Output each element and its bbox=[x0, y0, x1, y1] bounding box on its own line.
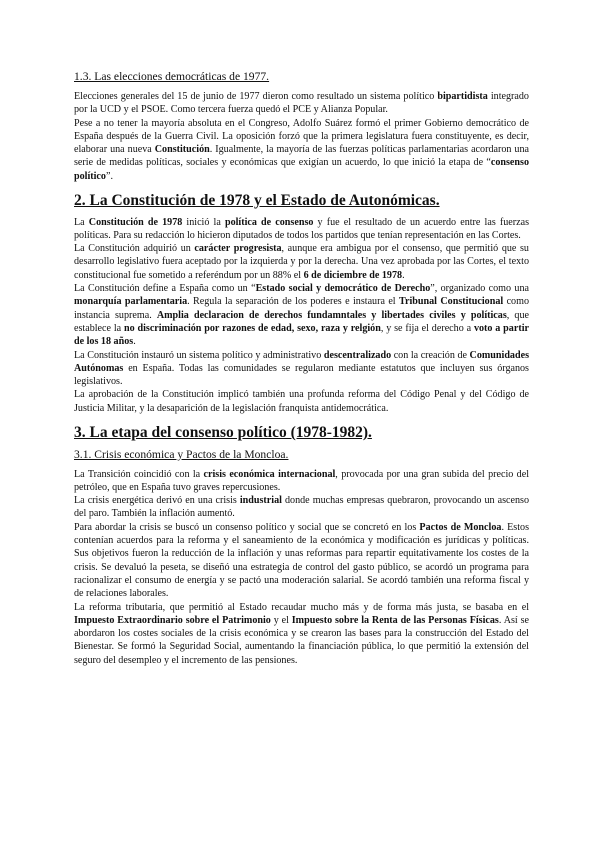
paragraph: La reforma tributaria, que permitió al Estado recaudar mucho más y de forma más justa, se basaba en el Impuesto Extraordinario sobre el Patrimonio y el Impuesto sobre la Renta de las Personas Físicas. Así se abordaron los costes sociales de la crisis económica y se crearon las bases para la construcción del Estado del Bienestar. Se formó la Seguridad Social, aumentando la financiación pública, lo que permitió la extensión del seguro del desempleo y el incremento de las pensiones. bbox=[74, 601, 529, 666]
section-2-heading: 2. La Constitución de 1978 y el Estado de Autonómicas. bbox=[74, 191, 440, 209]
paragraph: La Transición coincidió con la crisis económica internacional, provocada por una gran subida del precio del petróleo, que en España tuvo graves repercusiones. bbox=[74, 468, 529, 493]
section-3-1-heading: 3.1. Crisis económica y Pactos de la Moncloa. bbox=[74, 447, 289, 461]
paragraph: La Constitución de 1978 inició la política de consenso y fue el resultado de un acuerdo entre las fuerzas políticas. Para su redacción lo hicieron diputados de todos los partidos que tenían representación en las Cortes. bbox=[74, 216, 530, 241]
paragraph: Elecciones generales del 15 de junio de 1977 dieron como resultado un sistema político bipartidista integrado por la UCD y el PSOE. Como tercera fuerza quedó el PCE y Alianza Popular. bbox=[74, 90, 529, 116]
paragraph: La aprobación de la Constitución implicó también una profunda reforma del Código Penal y del Código de Justicia Militar, y la desaparición de la legislación franquista antidemocrática. bbox=[74, 389, 529, 414]
paragraph: La Constitución adquirió un carácter progresista, aunque era ambigua por el consenso, que permitió que su desarrollo legislativo fuera aceptado por la izquierda y por la derecha. Una vez aprobada por las Cortes, el texto constitucional fue sometido a referéndum por un 88% el 6 de diciembre de 1978. bbox=[74, 243, 529, 281]
section-1-3-heading: 1.3. Las elecciones democráticas de 1977. bbox=[74, 70, 270, 83]
section-3-heading: 3. La etapa del consenso político (1978-1982). bbox=[74, 424, 372, 442]
paragraph: La Constitución instauró un sistema político y administrativo descentralizado con la creación de Comunidades Autónomas en España. Todas las comunidades se regularon mediante estatutos que incluyen sus órganos legislativos. bbox=[74, 349, 530, 388]
paragraph: La crisis energética derivó en una crisis industrial donde muchas empresas quebraron, provocando un ascenso del paro. También la inflación aumentó. bbox=[74, 495, 529, 520]
paragraph: La Constitución define a España como un “Estado social y democrático de Derecho”, organizado como una monarquía parlamentaria. Regula la separación de los poderes e instaura el Tribunal Constitucional como instancia suprema. Amplia declaracion de derechos fundamntales y libertades civiles y políticas, que establece la no discriminación por razones de edad, sexo, raza y relgión, y se fija el derecho a voto a partir de los 18 años. bbox=[74, 283, 530, 348]
paragraph: Pese a no tener la mayoría absoluta en el Congreso, Adolfo Suárez formó el primer Gobierno democrático de España después de la Guerra Civil. La oposición forzó que la primera legislatura fuera constituyente, es decir, elaborar una nueva Constitución. Igualmente, la mayoría de las fuerzas políticas parlamentarias acordaron una serie de medidas políticas, sociales y económicas que exigían un acuerdo, lo que inició la etapa de “consenso político”. bbox=[74, 117, 530, 182]
paragraph: Para abordar la crisis se buscó un consenso político y social que se concretó en los Pactos de Moncloa. Estos contenían acuerdos para la reforma y el saneamiento de la económica y modificación es jurídicas y políticas. Sus objetivos fueron la reducción de la inflación y unas reformas para repartir equitativamente los costes de la crisis. Se devaluó la peseta, se diseñó una estrategia de control del gasto público, se acordó un programa para racionalizar el consumo de energía y se pactó una moderación salarial. Se acordó también una reforma fiscal y de relaciones laborales. bbox=[74, 521, 529, 600]
